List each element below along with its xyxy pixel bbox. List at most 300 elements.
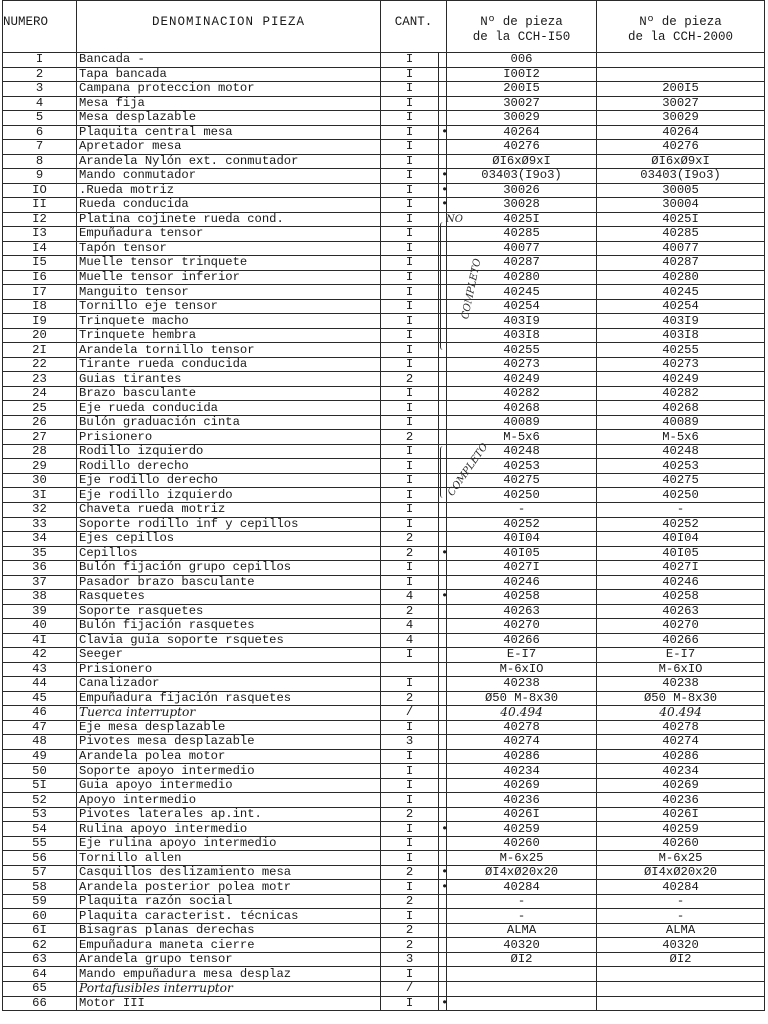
row-pieza-cch2000: - (597, 894, 765, 909)
row-number: 44 (3, 677, 77, 692)
row-denominacion: Tirante rueda conducida (77, 357, 381, 372)
row-cantidad: I (381, 198, 439, 213)
row-number: 3I (3, 488, 77, 503)
row-mark (439, 140, 447, 155)
table-row (3, 285, 765, 300)
row-number: IO (3, 183, 77, 198)
row-cantidad: 2 (381, 691, 439, 706)
row-mark (439, 82, 447, 97)
row-pieza-cch150: 40276 (447, 140, 597, 155)
row-number: 37 (3, 575, 77, 590)
row-number: 53 (3, 807, 77, 822)
row-number: 52 (3, 793, 77, 808)
row-pieza-cch150: 30029 (447, 111, 597, 126)
row-denominacion: Pivotes laterales ap.int. (77, 807, 381, 822)
row-pieza-cch2000: 30027 (597, 96, 765, 111)
row-denominacion: Pivotes mesa desplazable (77, 735, 381, 750)
row-pieza-cch2000: M-5x6 (597, 430, 765, 445)
row-pieza-cch2000: 40286 (597, 749, 765, 764)
row-number: I8 (3, 299, 77, 314)
row-denominacion: Rodillo izquierdo (77, 444, 381, 459)
row-denominacion: Eje rulina apoyo intermedio (77, 836, 381, 851)
table-row (3, 67, 765, 82)
row-pieza-cch2000: 4025I (597, 212, 765, 227)
row-mark (439, 778, 447, 793)
row-pieza-cch2000: 403I8 (597, 328, 765, 343)
table-row (3, 894, 765, 909)
row-denominacion: Mesa desplazable (77, 111, 381, 126)
table-row (3, 561, 765, 576)
row-cantidad: I (381, 793, 439, 808)
row-pieza-cch150: E-I7 (447, 648, 597, 663)
row-pieza-cch2000: 40I04 (597, 532, 765, 547)
row-pieza-cch150: 40255 (447, 343, 597, 358)
parts-table-body (3, 53, 765, 1011)
row-mark (439, 67, 447, 82)
row-mark (439, 619, 447, 634)
row-mark: • (439, 822, 447, 837)
row-cantidad: I (381, 996, 439, 1011)
row-pieza-cch150: Ø50 M-8x30 (447, 691, 597, 706)
table-row (3, 314, 765, 329)
row-mark (439, 154, 447, 169)
row-cantidad: I (381, 822, 439, 837)
row-pieza-cch2000: 40287 (597, 256, 765, 271)
row-mark (439, 894, 447, 909)
row-cantidad: 2 (381, 938, 439, 953)
table-row (3, 996, 765, 1011)
row-pieza-cch2000: 30004 (597, 198, 765, 213)
row-denominacion: Soporte rodillo inf y cepillos (77, 517, 381, 532)
row-number: 45 (3, 691, 77, 706)
row-pieza-cch2000: 40269 (597, 778, 765, 793)
row-denominacion: Eje rodillo izquierdo (77, 488, 381, 503)
row-pieza-cch2000: 40248 (597, 444, 765, 459)
row-pieza-cch2000: ØI2 (597, 952, 765, 967)
row-denominacion: Tapón tensor (77, 241, 381, 256)
row-pieza-cch150 (447, 967, 597, 982)
row-pieza-cch150: 40253 (447, 459, 597, 474)
row-mark (439, 764, 447, 779)
table-row (3, 430, 765, 445)
table-row (3, 111, 765, 126)
table-row (3, 401, 765, 416)
row-cantidad: I (381, 96, 439, 111)
row-pieza-cch2000: 200I5 (597, 82, 765, 97)
row-mark: • (439, 865, 447, 880)
row-number: 56 (3, 851, 77, 866)
row-number: 47 (3, 720, 77, 735)
row-mark (439, 517, 447, 532)
header-row (3, 1, 765, 53)
row-pieza-cch150: 40.494 (447, 706, 597, 721)
row-number: 64 (3, 967, 77, 982)
row-denominacion: Arandela Nylón ext. conmutador (77, 154, 381, 169)
row-cantidad: I (381, 343, 439, 358)
annotation-completo-tensor: COMPLETO (460, 257, 484, 321)
table-row (3, 604, 765, 619)
row-pieza-cch2000: 40I05 (597, 546, 765, 561)
header-pieza-cch2000 (597, 1, 765, 53)
row-cantidad: I (381, 459, 439, 474)
row-pieza-cch2000: 40278 (597, 720, 765, 735)
row-number: 55 (3, 836, 77, 851)
table-row (3, 836, 765, 851)
table-row (3, 691, 765, 706)
row-cantidad: I (381, 154, 439, 169)
row-number: 58 (3, 880, 77, 895)
row-pieza-cch150: 40245 (447, 285, 597, 300)
row-denominacion: Guias tirantes (77, 372, 381, 387)
table-row (3, 270, 765, 285)
row-denominacion: Chaveta rueda motriz (77, 502, 381, 517)
table-row (3, 648, 765, 663)
table-row (3, 212, 765, 227)
row-pieza-cch150: ØI2 (447, 952, 597, 967)
row-mark (439, 909, 447, 924)
row-denominacion: Rasquetes (77, 590, 381, 605)
row-pieza-cch150: 30028 (447, 198, 597, 213)
row-pieza-cch2000: 40254 (597, 299, 765, 314)
row-number: 66 (3, 996, 77, 1011)
row-denominacion: Plaquita razón social (77, 894, 381, 909)
row-number: 2I (3, 343, 77, 358)
row-pieza-cch2000 (597, 996, 765, 1011)
table-row (3, 778, 765, 793)
row-denominacion: Bulón fijación rasquetes (77, 619, 381, 634)
row-denominacion: Apoyo intermedio (77, 793, 381, 808)
row-cantidad: I (381, 227, 439, 242)
table-row (3, 982, 765, 997)
row-denominacion: Apretador mesa (77, 140, 381, 155)
row-mark (439, 749, 447, 764)
row-cantidad: I (381, 502, 439, 517)
row-pieza-cch150: 4027I (447, 561, 597, 576)
row-pieza-cch150: 40269 (447, 778, 597, 793)
row-pieza-cch2000: 40263 (597, 604, 765, 619)
row-pieza-cch150: - (447, 909, 597, 924)
row-number: 38 (3, 590, 77, 605)
row-cantidad: 2 (381, 865, 439, 880)
row-number: 3 (3, 82, 77, 97)
row-pieza-cch150: M-5x6 (447, 430, 597, 445)
row-pieza-cch150: 40254 (447, 299, 597, 314)
row-number: 49 (3, 749, 77, 764)
header-pieza-cch150-line2: de la CCH-I50 (472, 30, 571, 44)
row-number: 8 (3, 154, 77, 169)
row-mark (439, 706, 447, 721)
row-number: 46 (3, 706, 77, 721)
row-pieza-cch150: 200I5 (447, 82, 597, 97)
row-number: II (3, 198, 77, 213)
table-row (3, 357, 765, 372)
row-pieza-cch2000: 40275 (597, 473, 765, 488)
row-pieza-cch2000 (597, 53, 765, 68)
row-number: I5 (3, 256, 77, 271)
row-number: 43 (3, 662, 77, 677)
table-row (3, 473, 765, 488)
table-row (3, 880, 765, 895)
table-row (3, 198, 765, 213)
row-mark (439, 648, 447, 663)
table-row (3, 967, 765, 982)
row-denominacion: Tuerca interruptor (77, 706, 381, 721)
row-mark (439, 53, 447, 68)
row-pieza-cch2000: M-6xIO (597, 662, 765, 677)
row-denominacion: Motor III (77, 996, 381, 1011)
row-pieza-cch150: - (447, 502, 597, 517)
row-mark (439, 735, 447, 750)
row-number: 7 (3, 140, 77, 155)
row-pieza-cch150: 40263 (447, 604, 597, 619)
row-cantidad: 4 (381, 619, 439, 634)
row-pieza-cch2000: 40284 (597, 880, 765, 895)
row-pieza-cch150: 40I04 (447, 532, 597, 547)
row-cantidad: I (381, 575, 439, 590)
row-cantidad: I (381, 880, 439, 895)
table-row (3, 140, 765, 155)
row-pieza-cch150 (447, 996, 597, 1011)
row-mark (439, 415, 447, 430)
row-mark (439, 532, 447, 547)
row-number: 40 (3, 619, 77, 634)
row-pieza-cch2000: 40245 (597, 285, 765, 300)
row-number: I4 (3, 241, 77, 256)
row-denominacion: Brazo basculante (77, 386, 381, 401)
row-pieza-cch2000 (597, 982, 765, 997)
row-pieza-cch2000: 40.494 (597, 706, 765, 721)
row-mark (439, 851, 447, 866)
table-row (3, 822, 765, 837)
row-pieza-cch2000: ØI4xØ20x20 (597, 865, 765, 880)
row-pieza-cch150: 30026 (447, 183, 597, 198)
row-mark (439, 691, 447, 706)
row-denominacion: Cepillos (77, 546, 381, 561)
row-number: I7 (3, 285, 77, 300)
row-cantidad: I (381, 401, 439, 416)
row-cantidad: I (381, 299, 439, 314)
row-number: 36 (3, 561, 77, 576)
row-number: 57 (3, 865, 77, 880)
row-pieza-cch150: - (447, 894, 597, 909)
row-pieza-cch2000: 40280 (597, 270, 765, 285)
row-cantidad: 4 (381, 633, 439, 648)
row-cantidad: / (381, 706, 439, 721)
annotation-completo-rodillo: COMPLETO (446, 441, 491, 499)
table-row (3, 590, 765, 605)
row-cantidad: I (381, 328, 439, 343)
table-row (3, 662, 765, 677)
row-cantidad: I (381, 256, 439, 271)
row-mark: • (439, 546, 447, 561)
row-denominacion: Empuñadura fijación rasquetes (77, 691, 381, 706)
row-cantidad: I (381, 648, 439, 663)
row-cantidad: I (381, 53, 439, 68)
row-cantidad: 2 (381, 604, 439, 619)
row-pieza-cch2000: 40255 (597, 343, 765, 358)
table-row (3, 633, 765, 648)
table-row (3, 865, 765, 880)
row-denominacion: Seeger (77, 648, 381, 663)
table-row (3, 807, 765, 822)
row-pieza-cch150: 40270 (447, 619, 597, 634)
row-number: I3 (3, 227, 77, 242)
row-denominacion: Pasador brazo basculante (77, 575, 381, 590)
annotation-no: NO (446, 214, 463, 225)
row-pieza-cch2000: - (597, 502, 765, 517)
row-pieza-cch2000: - (597, 909, 765, 924)
row-cantidad: I (381, 677, 439, 692)
row-number: 30 (3, 473, 77, 488)
row-denominacion: Mando empuñadura mesa desplaz (77, 967, 381, 982)
row-number: I (3, 53, 77, 68)
row-mark (439, 807, 447, 822)
row-number: 6 (3, 125, 77, 140)
row-pieza-cch150: ALMA (447, 923, 597, 938)
table-row (3, 125, 765, 140)
header-pieza-cch2000-line1: Nº de pieza (639, 15, 722, 29)
row-number: 26 (3, 415, 77, 430)
row-pieza-cch150: ØI4xØ20x20 (447, 865, 597, 880)
row-denominacion: Bulón graduación cinta (77, 415, 381, 430)
table-row (3, 517, 765, 532)
row-pieza-cch2000: 40320 (597, 938, 765, 953)
row-pieza-cch2000: 40234 (597, 764, 765, 779)
row-mark (439, 386, 447, 401)
row-mark (439, 836, 447, 851)
table-row (3, 619, 765, 634)
row-denominacion: Prisionero (77, 430, 381, 445)
row-pieza-cch150: 40077 (447, 241, 597, 256)
row-pieza-cch2000: 40238 (597, 677, 765, 692)
row-denominacion: Platina cojinete rueda cond. (77, 212, 381, 227)
row-denominacion: Bulón fijación grupo cepillos (77, 561, 381, 576)
row-pieza-cch150: 403I9 (447, 314, 597, 329)
table-row (3, 96, 765, 111)
table-row (3, 938, 765, 953)
table-row (3, 706, 765, 721)
table-row (3, 735, 765, 750)
row-cantidad: I (381, 764, 439, 779)
row-number: 65 (3, 982, 77, 997)
row-cantidad: I (381, 270, 439, 285)
row-mark (439, 96, 447, 111)
table-row (3, 227, 765, 242)
row-cantidad: I (381, 169, 439, 184)
row-number: 32 (3, 502, 77, 517)
row-denominacion: Muelle tensor trinquete (77, 256, 381, 271)
row-mark (439, 575, 447, 590)
row-pieza-cch2000: ØI6xØ9xI (597, 154, 765, 169)
row-mark (439, 793, 447, 808)
row-pieza-cch150: 40246 (447, 575, 597, 590)
table-row (3, 169, 765, 184)
row-cantidad: 2 (381, 532, 439, 547)
row-cantidad: I (381, 749, 439, 764)
row-cantidad: I (381, 444, 439, 459)
row-denominacion: Rulina apoyo intermedio (77, 822, 381, 837)
row-number: 54 (3, 822, 77, 837)
table-row (3, 444, 765, 459)
row-pieza-cch150: 40234 (447, 764, 597, 779)
row-number: 25 (3, 401, 77, 416)
row-pieza-cch2000: 30029 (597, 111, 765, 126)
row-pieza-cch2000: ALMA (597, 923, 765, 938)
row-cantidad: I (381, 386, 439, 401)
row-cantidad: 2 (381, 546, 439, 561)
row-pieza-cch150: M-6x25 (447, 851, 597, 866)
row-pieza-cch2000: 40273 (597, 357, 765, 372)
row-pieza-cch150: 40278 (447, 720, 597, 735)
row-cantidad: 2 (381, 807, 439, 822)
row-pieza-cch150: 40285 (447, 227, 597, 242)
row-number: I6 (3, 270, 77, 285)
row-denominacion: Eje rodillo derecho (77, 473, 381, 488)
row-cantidad: I (381, 241, 439, 256)
row-denominacion: Trinquete macho (77, 314, 381, 329)
row-mark: • (439, 880, 447, 895)
row-number: 50 (3, 764, 77, 779)
row-pieza-cch150: 40275 (447, 473, 597, 488)
row-pieza-cch150: 40287 (447, 256, 597, 271)
row-denominacion: Bancada - (77, 53, 381, 68)
row-mark (439, 952, 447, 967)
row-number: 59 (3, 894, 77, 909)
row-denominacion: Eje mesa desplazable (77, 720, 381, 735)
row-pieza-cch150: 40248 (447, 444, 597, 459)
row-number: 34 (3, 532, 77, 547)
row-cantidad: I (381, 561, 439, 576)
row-mark (439, 938, 447, 953)
row-cantidad: 2 (381, 372, 439, 387)
row-number: 24 (3, 386, 77, 401)
row-pieza-cch2000: Ø50 M-8x30 (597, 691, 765, 706)
row-mark (439, 502, 447, 517)
row-denominacion: Tornillo allen (77, 851, 381, 866)
row-number: 4I (3, 633, 77, 648)
table-row (3, 53, 765, 68)
table-row (3, 488, 765, 503)
row-mark: • (439, 169, 447, 184)
row-pieza-cch2000: 40253 (597, 459, 765, 474)
row-pieza-cch2000: 4027I (597, 561, 765, 576)
row-denominacion: Rodillo derecho (77, 459, 381, 474)
row-denominacion: Soporte rasquetes (77, 604, 381, 619)
row-pieza-cch2000: 40270 (597, 619, 765, 634)
table-row (3, 793, 765, 808)
row-pieza-cch150: 4026I (447, 807, 597, 822)
row-denominacion: Arandela tornillo tensor (77, 343, 381, 358)
row-cantidad: I (381, 125, 439, 140)
header-numero: NUMERO (3, 1, 77, 53)
row-denominacion: Soporte apoyo intermedio (77, 764, 381, 779)
row-pieza-cch2000: 40274 (597, 735, 765, 750)
row-cantidad: I (381, 909, 439, 924)
row-cantidad: I (381, 314, 439, 329)
row-pieza-cch2000: M-6x25 (597, 851, 765, 866)
row-number: 20 (3, 328, 77, 343)
table-row (3, 720, 765, 735)
row-pieza-cch2000: 40264 (597, 125, 765, 140)
table-row (3, 154, 765, 169)
brace-mark-tensor-group (440, 222, 446, 350)
parts-table (2, 0, 765, 1011)
table-row (3, 764, 765, 779)
table-row (3, 299, 765, 314)
row-pieza-cch150: 40264 (447, 125, 597, 140)
row-pieza-cch150: 40280 (447, 270, 597, 285)
table-row (3, 546, 765, 561)
